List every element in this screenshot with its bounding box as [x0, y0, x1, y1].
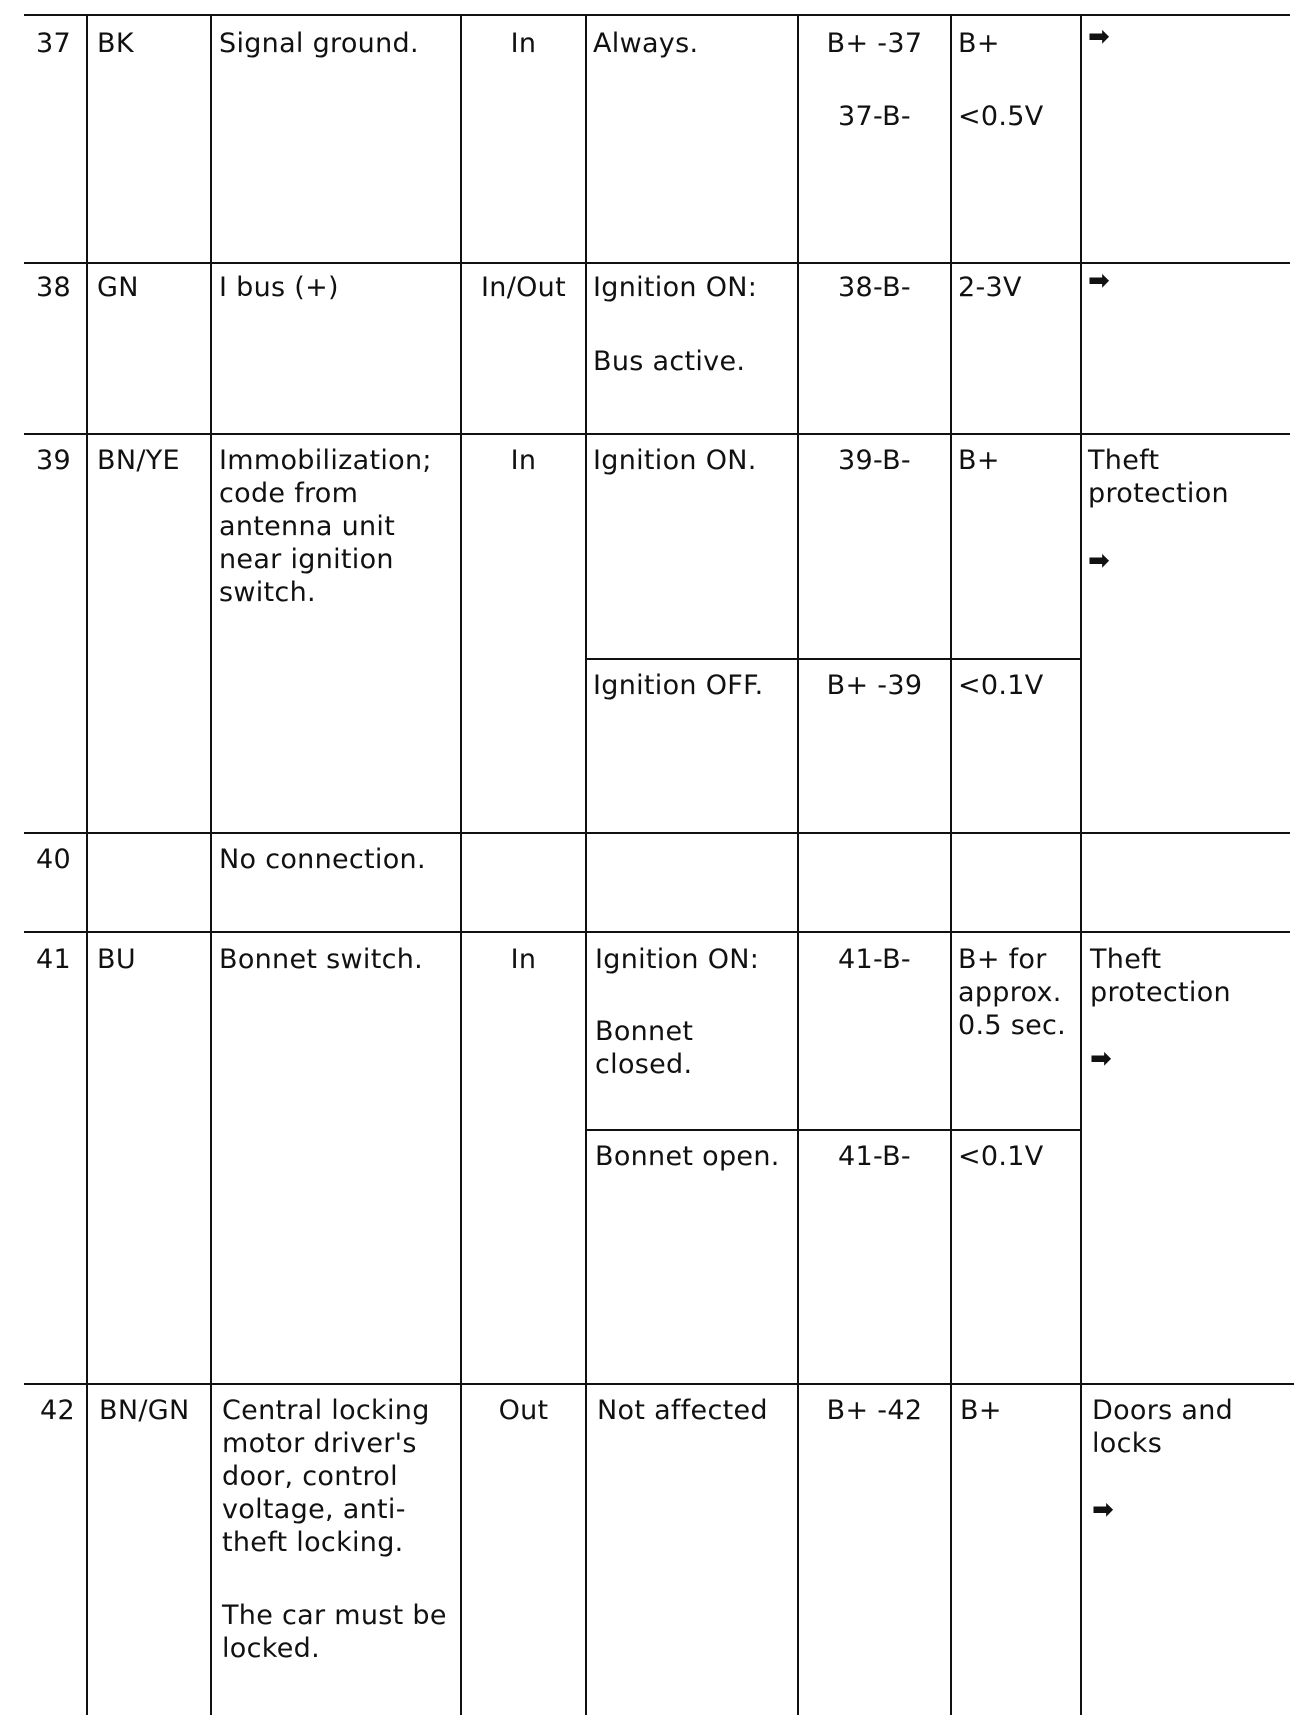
pin-description-note: The car must be locked. [222, 1600, 447, 1664]
pin-number: 37 [36, 28, 71, 59]
signal-direction: In [510, 944, 537, 975]
expected-value: <0.5V [958, 101, 1044, 132]
pin-number: 38 [36, 272, 71, 303]
pin-description: Central locking motor driver's door, control voltage, anti- theft locking. [222, 1395, 430, 1558]
test-condition: Ignition ON: [595, 944, 760, 975]
right-arrow-icon[interactable]: ➡ [1092, 1495, 1114, 1525]
right-arrow-icon[interactable]: ➡ [1088, 546, 1110, 576]
expected-value: <0.1V [958, 670, 1044, 701]
row-separator [24, 262, 1290, 264]
signal-direction: In/Out [481, 272, 566, 303]
row-separator [24, 832, 1290, 834]
column-line [1080, 14, 1082, 1715]
reference-link-doors-and-locks[interactable]: Doors and locks [1092, 1395, 1234, 1459]
pin-description: I bus (+) [219, 272, 339, 303]
signal-direction: In [510, 28, 537, 59]
test-condition: Always. [593, 28, 699, 59]
column-line [797, 14, 799, 1715]
signal-direction: Out [498, 1395, 549, 1426]
pin-description: Signal ground. [219, 28, 419, 59]
measure-points: B+ -37 [826, 28, 923, 59]
wire-color: BU [97, 944, 136, 975]
reference-link-theft-protection[interactable]: Theft protection [1090, 944, 1231, 1008]
row-separator [24, 14, 1290, 16]
pin-description: No connection. [219, 844, 426, 875]
row-separator [24, 931, 1290, 933]
measure-points: 41-B- [838, 1141, 911, 1172]
test-condition: Bonnet open. [595, 1141, 780, 1172]
pin-number: 39 [36, 445, 71, 476]
pin-number: 41 [36, 944, 71, 975]
expected-value: B+ [958, 28, 1000, 59]
test-condition: Ignition OFF. [593, 670, 764, 701]
expected-value: B+ [960, 1395, 1002, 1426]
wire-color: BN/GN [99, 1395, 190, 1426]
column-line [585, 14, 587, 1715]
pin-description: Immobilization; code from antenna unit near ignition switch. [219, 445, 432, 608]
measure-points: B+ -42 [826, 1395, 923, 1426]
wire-color: BN/YE [97, 445, 180, 476]
measure-points: 37-B- [838, 101, 911, 132]
column-line [210, 14, 212, 1715]
pin-description: Bonnet switch. [219, 944, 424, 975]
test-condition: Not affected [597, 1395, 768, 1426]
pin-number: 40 [36, 844, 71, 875]
test-condition: Bonnet closed. [595, 1016, 694, 1080]
expected-value: <0.1V [958, 1141, 1044, 1172]
pin-number: 42 [40, 1395, 75, 1426]
signal-direction: In [510, 445, 537, 476]
wire-color: BK [97, 28, 134, 59]
right-arrow-icon[interactable]: ➡ [1088, 22, 1110, 52]
test-condition: Bus active. [593, 346, 746, 377]
expected-value: B+ [958, 445, 1000, 476]
measure-points: 39-B- [838, 445, 911, 476]
right-arrow-icon[interactable]: ➡ [1090, 1044, 1112, 1074]
reference-link-theft-protection[interactable]: Theft protection [1088, 445, 1229, 509]
measure-points: B+ -39 [826, 670, 923, 701]
row-separator [24, 433, 1290, 435]
measure-points: 41-B- [838, 944, 911, 975]
expected-value: B+ for approx. 0.5 sec. [958, 944, 1067, 1041]
column-line [86, 14, 88, 1715]
column-line [950, 14, 952, 1715]
right-arrow-icon[interactable]: ➡ [1088, 266, 1110, 296]
subrow-separator [585, 1129, 1082, 1131]
test-condition: Ignition ON: [593, 272, 758, 303]
measure-points: 38-B- [838, 272, 911, 303]
test-condition: Ignition ON. [593, 445, 757, 476]
row-separator [24, 1383, 1294, 1385]
wire-color: GN [97, 272, 139, 303]
column-line [460, 14, 462, 1715]
expected-value: 2-3V [958, 272, 1022, 303]
subrow-separator [585, 658, 1081, 660]
